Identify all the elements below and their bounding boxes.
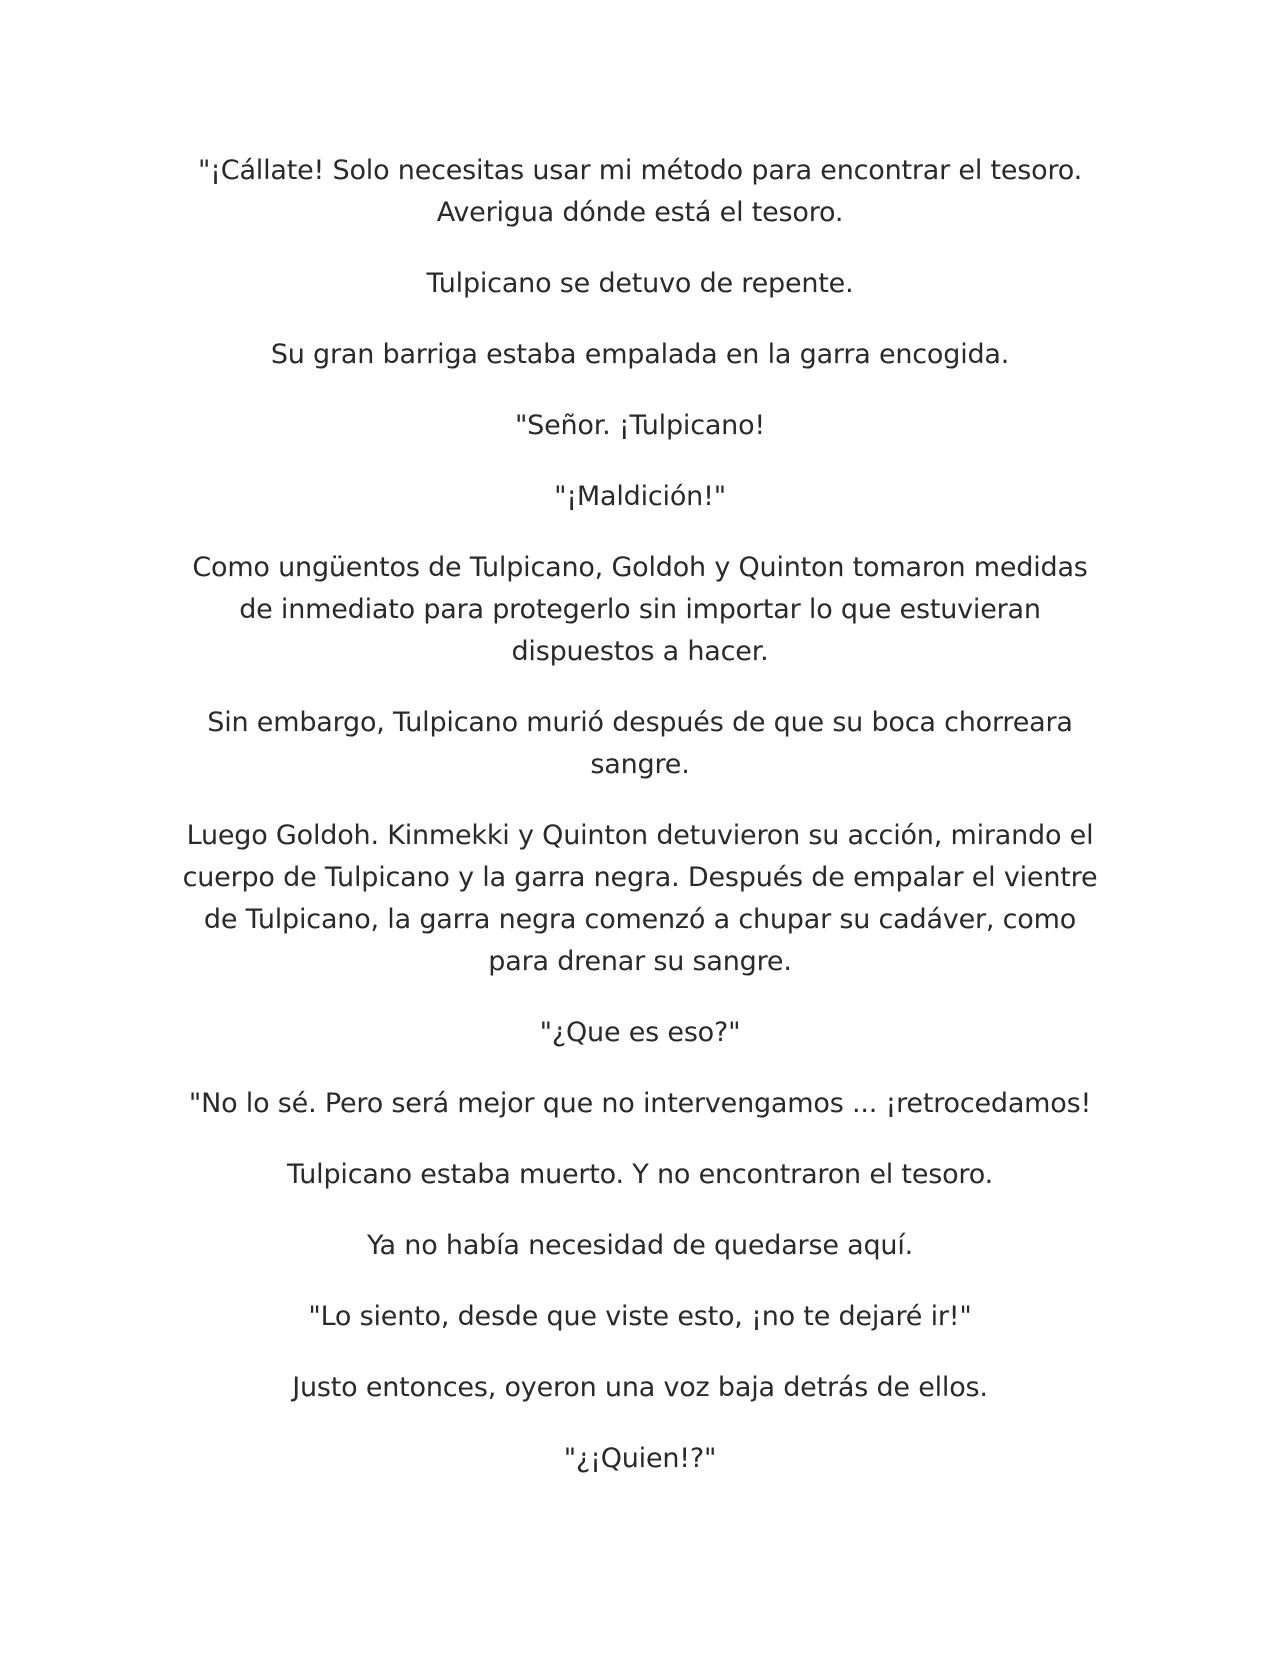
paragraph: "¡Cállate! Solo necesitas usar mi método para encontrar el tesoro. Averigua dónde está el tesoro.: [197, 155, 1083, 228]
paragraph: Su gran barriga estaba empalada en la garra encogida.: [270, 339, 1010, 370]
paragraph: "Señor. ¡Tulpicano!: [514, 410, 766, 441]
paragraph: Sin embargo, Tulpicano murió después de que su boca chorreara sangre.: [207, 707, 1073, 780]
paragraph: "¿¡Quien!?": [563, 1443, 717, 1474]
paragraph: Ya no había necesidad de quedarse aquí.: [366, 1230, 914, 1261]
paragraph: "¡Maldición!": [554, 481, 726, 512]
story-text: [180, 150, 1100, 1509]
paragraph: Como ungüentos de Tulpicano, Goldoh y Quinton tomaron medidas de inmediato para protegerlo sin importar lo que estuvieran dispuestos a hacer.: [192, 552, 1088, 667]
paragraph: "Lo siento, desde que viste esto, ¡no te dejaré ir!": [308, 1301, 972, 1332]
paragraph: Tulpicano estaba muerto. Y no encontraron el tesoro.: [287, 1159, 993, 1190]
paragraph: "No lo sé. Pero será mejor que no intervengamos ... ¡retrocedamos!: [188, 1088, 1092, 1119]
paragraph: "¿Que es eso?": [539, 1017, 741, 1048]
paragraph: Tulpicano se detuvo de repente.: [426, 268, 854, 299]
paragraph: Luego Goldoh. Kinmekki y Quinton detuvieron su acción, mirando el cuerpo de Tulpicano y la garra negra. Después de empalar el vientre de Tulpicano, la garra negra comenzó a chupar su cadáver, como para drenar su sangre.: [182, 820, 1098, 977]
paragraph: Justo entonces, oyeron una voz baja detrás de ellos.: [292, 1372, 988, 1403]
